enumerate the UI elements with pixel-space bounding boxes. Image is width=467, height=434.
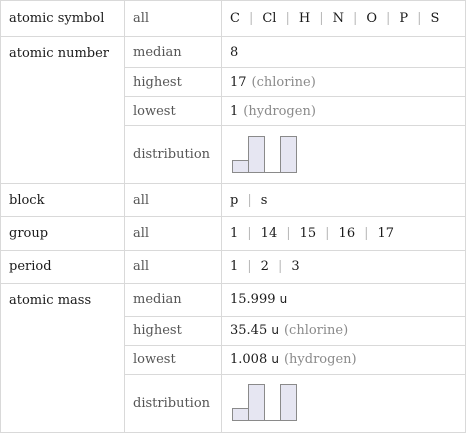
separator: | (352, 11, 358, 27)
group-list (222, 217, 466, 250)
separator: | (248, 11, 254, 27)
distribution-histogram (230, 382, 302, 424)
row-label-block: block (1, 184, 125, 217)
block-list (222, 184, 466, 217)
value: 8 (230, 44, 239, 60)
atomic-number-distribution (222, 126, 466, 184)
note: (chlorine) (283, 323, 349, 339)
list-value: N (332, 11, 344, 27)
sub-label-lowest: lowest (125, 97, 222, 126)
list-value: 2 (260, 259, 269, 275)
value: 17 (230, 74, 247, 90)
histogram-bar (281, 385, 297, 421)
sub-label-all: all (125, 250, 222, 283)
sub-label-highest: highest (125, 68, 222, 97)
separator: | (247, 225, 252, 241)
atomic-mass-highest (222, 316, 466, 345)
list-value: 16 (338, 225, 356, 241)
histogram-bar (233, 160, 249, 172)
row-label-group: group (1, 217, 125, 250)
note: (hydrogen) (243, 103, 316, 119)
list-value: C (230, 11, 240, 27)
histogram-bar (249, 385, 265, 421)
histogram-bar (281, 136, 297, 172)
value: 1 (230, 103, 239, 119)
atomic-number-highest (222, 68, 466, 97)
table-row (1, 184, 466, 217)
atomic-number-lowest (222, 97, 466, 126)
period-list (222, 250, 466, 283)
sub-label-distribution: distribution (125, 374, 222, 432)
unit: u (271, 323, 279, 338)
separator: | (319, 11, 324, 27)
separator: | (386, 11, 391, 27)
list-value: 1 (230, 225, 239, 241)
sub-label-distribution: distribution (125, 126, 222, 184)
unit: u (279, 292, 288, 307)
list-value: Cl (262, 11, 277, 27)
histogram-bar (249, 136, 265, 172)
list-value: S (430, 11, 440, 27)
separator: | (247, 192, 252, 208)
sub-label-median: median (125, 37, 222, 68)
row-label-period: period (1, 250, 125, 283)
value: 15.999 (230, 292, 276, 308)
unit: u (271, 352, 279, 367)
list-value: s (260, 192, 268, 208)
value: 35.45 (230, 323, 268, 339)
table-row (1, 37, 466, 68)
atomic-number-median (222, 37, 466, 68)
atomic-mass-distribution (222, 374, 466, 432)
table-row (1, 250, 466, 283)
list-value: 1 (230, 259, 239, 275)
list-value: 15 (299, 225, 317, 241)
note: (hydrogen) (283, 352, 357, 368)
value: 1.008 (230, 352, 268, 368)
symbol-list (222, 1, 466, 37)
list-value: P (399, 11, 409, 27)
sub-label-all: all (125, 217, 222, 250)
row-label-atomic-number: atomic number (1, 37, 125, 184)
atomic-mass-median (222, 283, 466, 316)
sub-label-all: all (125, 184, 222, 217)
table-row (1, 217, 466, 250)
sub-label-highest: highest (125, 316, 222, 345)
separator: | (325, 225, 330, 241)
sub-label-all: all (125, 1, 222, 37)
table-row (1, 1, 466, 37)
separator: | (285, 11, 290, 27)
list-value: 3 (291, 259, 300, 275)
row-label-atomic-symbol: atomic symbol (1, 1, 125, 37)
row-label-atomic-mass: atomic mass (1, 283, 125, 432)
separator: | (417, 11, 422, 27)
list-value: 14 (260, 225, 278, 241)
sub-label-median: median (125, 283, 222, 316)
list-value: O (366, 11, 378, 27)
separator: | (247, 259, 252, 275)
separator: | (277, 259, 283, 275)
distribution-histogram (230, 134, 302, 176)
histogram-bar (233, 409, 249, 421)
separator: | (364, 225, 369, 241)
list-value: 17 (377, 225, 395, 241)
list-value: H (298, 11, 311, 27)
atomic-mass-lowest (222, 345, 466, 374)
sub-label-lowest: lowest (125, 345, 222, 374)
separator: | (286, 225, 291, 241)
table-row (1, 283, 466, 316)
list-value: p (230, 192, 239, 208)
note: (chlorine) (251, 74, 316, 90)
